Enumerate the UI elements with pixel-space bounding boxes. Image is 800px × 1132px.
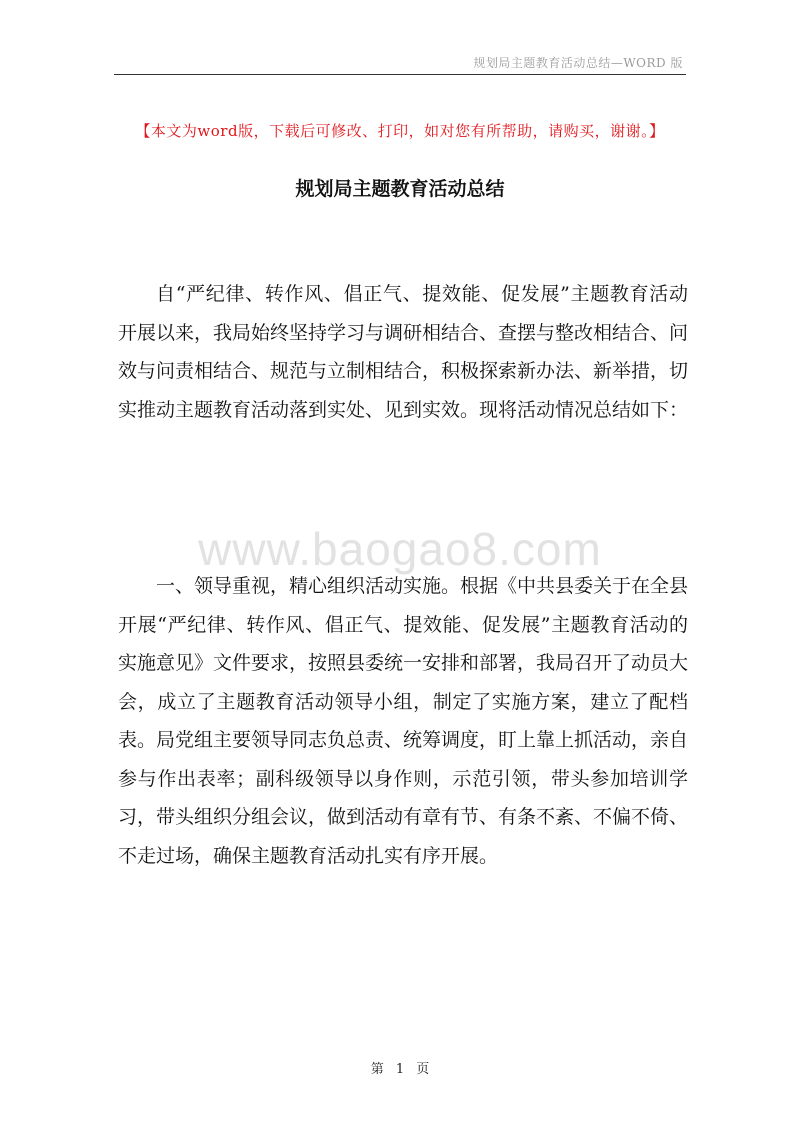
page-footer bbox=[0, 1058, 800, 1077]
running-header: 规划局主题教育活动总结—WORD 版 bbox=[473, 56, 683, 70]
intro-paragraph: 自“严纪律、转作风、倡正气、提效能、促发展”主题教育活动开展以来，我局始终坚持学习与调研相结合、查摆与整改相结合、问效与问责相结合、规范与立制相结合，积极探索新办法、新举措，切实推动主题教育活动落到实处、见到实效。现将活动情况总结如下： bbox=[118, 283, 689, 421]
watermark: www.baogao8.com bbox=[198, 523, 602, 575]
purchase-notice: 【本文为word版，下载后可修改、打印，如对您有所帮助，请购买，谢谢。】 bbox=[135, 122, 665, 140]
footer-suffix: 页 bbox=[416, 1062, 430, 1077]
section-one-paragraph: 一、领导重视，精心组织活动实施。根据《中共县委关于在全县开展“严纪律、转作风、倡正气、提效能、促发展”主题教育活动的实施意见》文件要求，按照县委统一安排和部署，我局召开了动员大会，成立了主题教育活动领导小组，制定了实施方案，建立了配档表。局党组主要领导同志负总责、统筹调度，盯上靠上抓活动，亲自参与作出表率；副科级领导以身作则，示范引领，带头参加培训学习，带头组织分组会议，做到活动有章有节、有条不紊、不偏不倚、不走过场，确保主题教育活动扎实有序开展。 bbox=[118, 575, 689, 867]
page-number: 1 bbox=[395, 1062, 405, 1077]
header-divider bbox=[114, 74, 686, 75]
document-title: 规划局主题教育活动总结 bbox=[295, 178, 505, 200]
footer-prefix: 第 bbox=[370, 1062, 384, 1077]
